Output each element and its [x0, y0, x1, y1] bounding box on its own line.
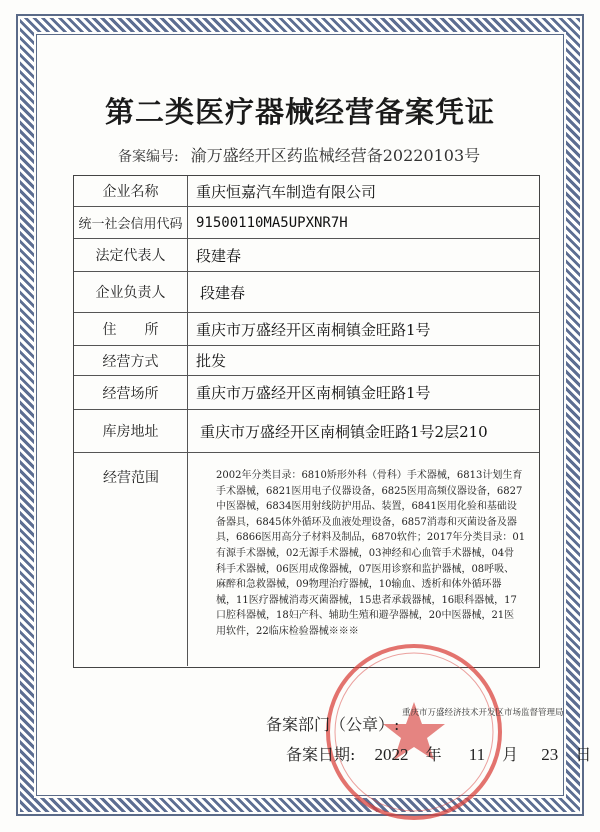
scope-line: 中医器械，6834医用射线防护用品、装置，6841医用化验和基础设 [216, 501, 517, 513]
row-value: 段建春 [200, 283, 246, 302]
row-label: 企业名称 [74, 176, 188, 206]
date-year-unit: 年 [425, 745, 442, 764]
certificate-title: 第二类医疗器械经营备案凭证 [104, 95, 495, 129]
scope-line: 备器具，6845体外循环及血液处理设备，6857消毒和灭菌设备及器 [216, 516, 517, 528]
reg-no-value: 渝万盛经开区药监械经营备20220103号 [190, 146, 481, 165]
date-month: 11 [468, 745, 486, 764]
row-label: 库房地址 [74, 410, 188, 452]
scope-line: 口腔科器械，18妇产科、辅助生殖和避孕器械，20中医器械，21医 [216, 610, 515, 622]
scope-line: 具，6866医用高分子材料及制品，6870软件；2017年分类目录：01 [216, 532, 526, 544]
row-principal [74, 272, 539, 313]
scope-text [216, 468, 534, 640]
seal-authority-text: 重庆市万盛经济技术开发区市场监督管理局 [402, 708, 564, 718]
scope-line: 械，11医疗器械消毒灭菌器械，15患者承载器械，16眼科器械，17 [216, 594, 517, 606]
date-day: 23 [541, 745, 559, 764]
date-day-unit: 日 [575, 745, 592, 764]
row-business-mode [74, 346, 539, 376]
date-year: 2022 [374, 745, 409, 764]
row-label: 企业负责人 [74, 272, 188, 312]
filing-department [266, 712, 399, 735]
filing-date [286, 742, 591, 765]
row-value: 重庆市万盛经开区南桐镇金旺路1号 [196, 320, 431, 339]
scope-line: 手术器械，6821医用电子仪器设备，6825医用高频仪器设备，6827 [216, 485, 523, 497]
row-legal-rep [74, 239, 539, 272]
row-label: 法定代表人 [74, 239, 188, 271]
row-address [74, 313, 539, 346]
row-value: 段建春 [196, 246, 242, 265]
scope-label: 经营范围 [103, 470, 159, 486]
reg-no-label: 备案编号: [118, 149, 179, 165]
date-label: 备案日期: [286, 745, 356, 764]
row-credit-code [74, 207, 539, 239]
row-label: 统一社会信用代码 [74, 207, 188, 238]
scope-label-cell [74, 453, 188, 666]
row-value: 批发 [196, 352, 227, 370]
date-month-unit: 月 [502, 745, 519, 764]
scope-line: 有源手术器械，02无源手术器械，03神经和心血管手术器械，04骨 [216, 547, 515, 559]
row-label: 住 所 [74, 313, 188, 345]
scope-line: 2002年分类目录：6810矫形外科（骨科）手术器械，6813计划生育 [216, 470, 523, 481]
row-label: 经营方式 [74, 346, 188, 375]
registration-number [118, 143, 480, 166]
scope-line: 用软件，22临床检验器械※※※ [216, 625, 359, 637]
row-value: 重庆市万盛经开区南桐镇金旺路1号 [196, 384, 431, 402]
row-value: 91500110MA5UPXNR7H [196, 214, 348, 231]
row-company-name [74, 176, 539, 207]
row-value: 重庆恒嘉汽车制造有限公司 [196, 182, 377, 201]
dept-label: 备案部门（公章）: [266, 715, 400, 734]
scope-line: 麻醉和急救器械，09物理治疗器械，10输血、透析和体外循环器 [216, 579, 502, 591]
row-business-site [74, 376, 539, 410]
row-warehouse [74, 410, 539, 453]
row-label: 经营场所 [74, 376, 188, 409]
row-value: 重庆市万盛经开区南桐镇金旺路1号2层210 [200, 422, 488, 441]
info-table [73, 175, 540, 668]
scope-line: 科手术器械，06医用成像器械，07医用诊察和监护器械，08呼吸、 [216, 563, 515, 575]
row-scope [74, 453, 539, 666]
